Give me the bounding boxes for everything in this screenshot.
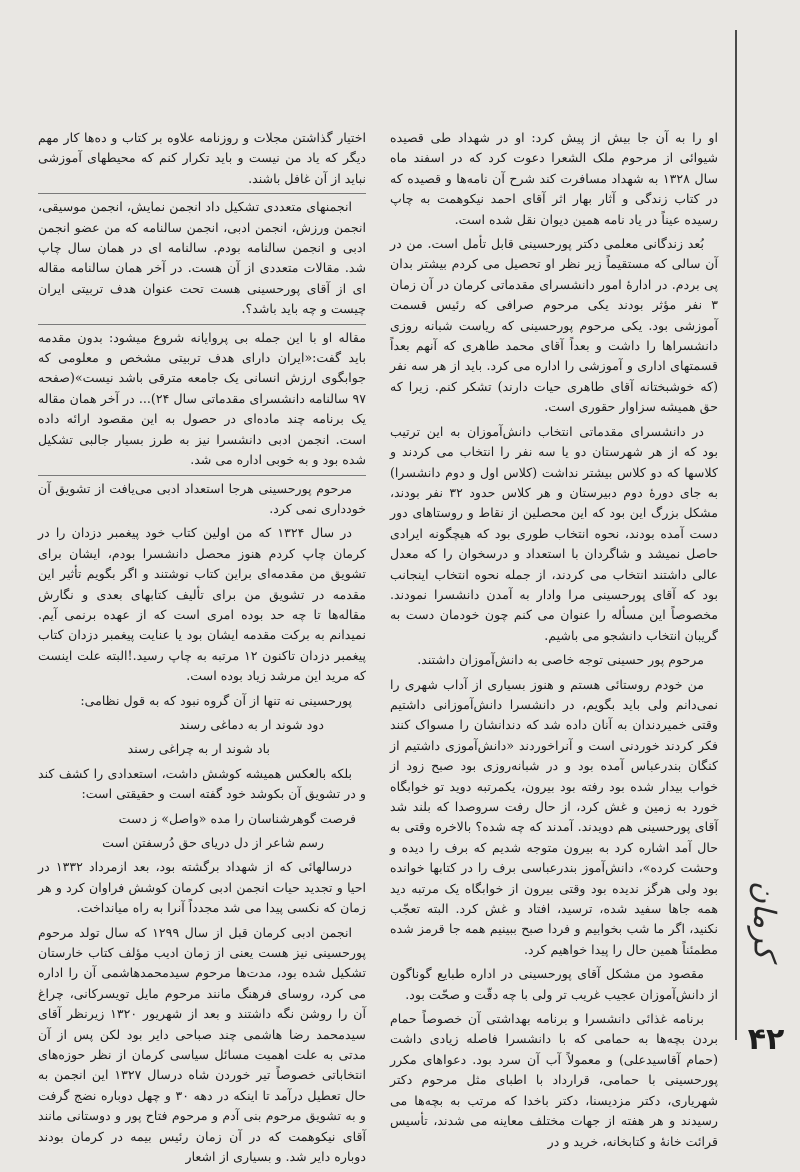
- paragraph: مقاله او با این جمله بی پروایانه شروع میشود: بدون مقدمه باید گفت:«ایران دارای هدف تربیتی مشخص و معلومی که جوابگوی ارزش انسانی یک جامعه مترقی باشد نیست»(صفحه ۹۷ سالنامه دانشسرای مقدماتی سال ۲۴)... در آخر همان مقاله یک برنامه چند ماده‌ای در حصول به این مقصود ارائه داده است. انجمن ادبی دانشسرا نیز به طرز بسیار جالبی تشکیل شده بود و به خوبی اداره می شد.: [38, 329, 366, 468]
- right-text-column: [390, 128, 718, 1156]
- page-number: ۴۲: [747, 1022, 785, 1057]
- verse-line: باد شوند ار به چراغی رسند: [127, 741, 270, 757]
- divider: [38, 193, 366, 194]
- paragraph: برنامه غذائی دانشسرا و برنامه بهداشتی آن خصوصاً حمام بردن بچه‌ها به حمامی که با دانشسرا فاصله زیادی داشت (حمام آقاسیدعلی) و معمولاً آب آن سرد بود. دعواهای مکرر پورحسینی با حمامی، قرارداد با اطبای مثل مرحوم دکتر شهریاری، دکتر مزدیسنا، دکتر باخدا که مرتب به بچه‌ها می رسیدند و هر هفته از جهات مختلف معاینه می شدند، تأسیس قرائت خانهٔ و کتابخانه، خرید و در: [390, 1011, 718, 1149]
- paragraph: پورحسینی نه تنها از آن گروه نبود که به قول نظامی:: [80, 692, 352, 708]
- paragraph: انجمن ادبی کرمان قبل از سال ۱۲۹۹ که سال تولد مرحوم پورحسینی نیز هست یعنی از زمان ادیب مؤلف کتاب خارستان تشکیل شده بود، مدت‌ها مرحوم سیدمحمدهاشمی آن را اداره می کرد، روسای فرهنگ مانند مرحوم مایل تویسرکانی، چراغ آن را روشن نگه داشتند و بعد از شهریور ۱۳۲۰ زیرنظر آقای سیدمحمد رضا هاشمی چند صباحی دایر بود لکن پس از آن مدتی به علت اهمیت مسائل سیاسی کرمان از نظر حوزه‌های انتخاباتی خصوصاً تیر خوردن شاه درسال ۱۳۲۷ این انجمن به حال تعطیل درآمد تا اینکه در دهه ۳۰ و چهل دوباره نضج گرفت و به تشویق مرحوم بنی آدم و مرحوم فتاح پور و دوستانی مانند آقای نیکوهمت که در آن زمان رئیس بیمه در کرمان بودند دوباره دایر شد. و بسیاری از اشعار: [38, 924, 367, 1165]
- magazine-logo: کرمان: [746, 880, 782, 960]
- paragraph: اختیار گذاشتن مجلات و روزنامه علاوه بر کتاب و ده‌ها کار مهم دیگر که یاد من نیست و باید تکرار کنم که محیطهای آموزشی نباید از آن غافل باشند.: [38, 130, 366, 186]
- left-text-column: [38, 128, 366, 1172]
- paragraph: انجمنهای متعددی تشکیل داد انجمن نمایش، انجمن موسیقی، انجمن ورزش، انجمن ادبی، انجمن سالنامه که من عضو انجمن ادبی و انجمن سالنامه بودم. سالنامه ای در همان سال چاپ شد. مقالات متعددی از آن هست. در آخر همان سالنامه مقاله ای از آقای پورحسینی هست تحت عنوان هدف تربیتی ایران چیست و چه باید باشد؟.: [38, 199, 366, 317]
- paragraph: او را به آن جا بیش از پیش کرد: او در شهداد طی قصیده شیوائی از مرحوم ملک الشعرا دعوت کرد که در اسفند ماه سال ۱۳۲۸ به شهداد مسافرت کند شرح آن نامه‌ها و قصیده که در کتاب زندگی و آثار بهار اثر آقای احمد نیکوهمت به چاپ رسیده عیناً در یاد نامه همین دیوان نقل شده است.: [390, 130, 718, 227]
- verse-line: دود شوند ار به دماغی رسند: [179, 716, 324, 732]
- divider: [38, 324, 366, 325]
- paragraph: در دانشسرای مقدماتی انتخاب دانش‌آموزان به این ترتیب بود که از هر شهرستان دو یا سه نفر را انتخاب می کردند و کلاسها که دو کلاس بیشتر نداشت (کلاس اول و دوم دانشسرا) به جای دورهٔ دوم دبیرستان و هر کلاس حدود ۳۲ نفر بودند، مشکل بزرگ این بود که این محصلین از نقاط و روستاهای دور دست آمده بودند، نحوه انتخاب طوری بود که هیچگونه ایرادی حاصل نمیشد و شاگردان با استعداد و درسخوان را که معدل عالی داشتند انتخاب می کردند، از جمله نحوه انتخاب اینجانب بود که آقای پورحسینی مرا وادار به آمدن دانشسرا نمودند. مخصوصاً این مسأله را عنوان می کنم چون خودمان دست به گریبان انتخاب دانشجو می باشیم.: [390, 423, 718, 643]
- margin-rule: [735, 30, 737, 1040]
- paragraph: بُعد زندگانی معلمی دکتر پورحسینی قابل تأمل است. من در آن سالی که مستقیماً زیر نظر او تحصیل می کردم بیشتر بدان پی بردم. در ادارهٔ امور دانشسرای مقدماتی کرمان در آن زمان ۳ نفر مؤثر بودند یکی مرحوم صرافی که رئیس قسمت آموزشی بود. یکی مرحوم پورحسینی که ریاست شبانه روزی دانشسراها را داشت و بعداً آقای محمد طاهری که آنهم بعداً قسمتهای اداری و آموزشی را اداره می کرد. باید از هر سه نفر (که خوشبختانه آقای طاهری حیات دارند) تشکر کنم. زیرا که حق همیشه سزاوار حقوری است.: [390, 236, 718, 415]
- divider: [38, 475, 366, 476]
- paragraph: درسالهائی که از شهداد برگشته بود، بعد ازمرداد ۱۳۳۲ در احیا و تجدید حیات انجمن ادبی کرمان کوشش فراوان کرد و هر زمان که نکسی پیدا می شد مجدداً آنرا به راه میانداخت.: [38, 859, 366, 916]
- paragraph: مرحوم پور حسینی توجه خاصی به دانش‌آموزان داشتند.: [417, 652, 704, 668]
- verse-line: رسم شاعر از دل دریای حق دُرسفتن است: [102, 835, 324, 850]
- verse-line: فرصت گوهرشناسان را مده «واصل» ز دست: [118, 810, 356, 826]
- paragraph: مقصود من مشکل آقای پورحسینی در اداره طبایع گوناگون از دانش‌آموزان عجیب غریب تر ولی با چه دقّت و صحّت بود.: [390, 966, 718, 1002]
- paragraph: مرحوم پورحسینی هرجا استعداد ادبی می‌یافت از تشویق آن خودداری نمی کرد.: [38, 480, 366, 516]
- paragraph: من خودم روستائی هستم و هنوز بسیاری از آداب شهری را نمی‌دانم ولی باید بگویم، در دانشسرا دانش‌آموزانی داشتیم وقتی خمیردندان به آنان داده شد که دندانشان را مسواک کنند فکر کردند خوردنی است و آنراخوردند «دانش‌آموزی داشتیم از کنگان بندرعباس آمده بود و در شبانه‌روزی بود صبح زود از خواب بیدار شده بود رفته بود بیرون، یکمرتبه دوید تو خوابگاه خورد به زمین و غش کرد، از حال رفت سروصدا که بلند شد آقای پورحسینی هم دویدند. آمدند که چه شده؟ بالاخره وقتی به حال آمد اشاره کرد به بیرون متوجه شدیم که برف را دیده و وحشت کرده»، دانش‌آموز بندرعباسی برف را در کتابها خوانده بود ولی هرگز ندیده بود وقتی بیرون از خوابگاه یک مرتبه دید همه جاها سفید شده، ترسید، افتاد و غش کرد. البته تعجّب نکنید، اگر ما شب بخوابیم و فردا صبح ببینیم همه جا قرمز شده مطمئناً همین حال را پیدا خواهیم کرد.: [390, 676, 718, 957]
- paragraph: بلکه بالعکس همیشه کوشش داشت، استعدادی را کشف کند و در تشویق آن بکوشد خود گفته است و حقیقتی است:: [38, 765, 366, 802]
- paragraph: در سال ۱۳۲۴ که من اولین کتاب خود پیغمبر دزدان را در کرمان چاپ کردم هنوز محصل دانشسرا بودم، ایشان برای تشویق من مقدمه‌ای براین کتاب نوشتند و اگر بگویم تأثیر این مقدمه در تشویق من برای تألیف کتابهای بعدی و نگارش مقاله‌ها تا چه حد بوده امری است که از عهده برنمی آیم. نمیدانم به برکت مقدمه ایشان بود یا عنایت پیغمبر دزدان کتاب پیغمبر دزدان تاکنون ۱۲ مرتبه به چاپ رسید.!البته علت اینست که مرید این مرشد زیاد بوده است.: [38, 525, 367, 684]
